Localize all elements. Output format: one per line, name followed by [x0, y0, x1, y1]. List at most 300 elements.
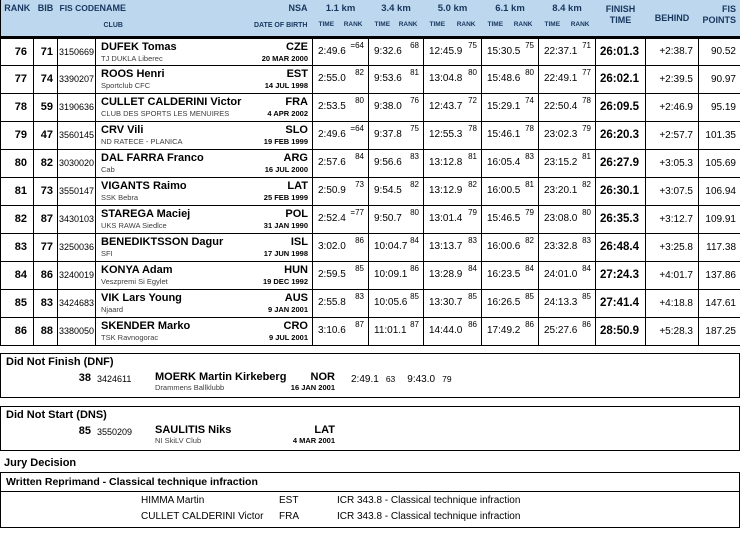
- fis-points: 90.52: [699, 37, 740, 65]
- athlete-name: VIK Lars Young: [101, 291, 182, 304]
- athlete-dob: 9 JUL 2001: [268, 332, 308, 342]
- header-dob-label: DATE OF BIRTH: [253, 22, 308, 29]
- split-rank: 74: [525, 95, 534, 105]
- athlete-name: CULLET CALDERINI Victor: [101, 95, 242, 108]
- dnf-section: [0, 353, 740, 398]
- split-5-cell: [539, 149, 596, 177]
- athlete-club: UKS RAWA Siedlce: [101, 220, 167, 230]
- dns-athlete-club: NI SkiLV Club: [155, 435, 202, 445]
- split-rank: 83: [410, 151, 419, 161]
- bib-value: 87: [34, 205, 58, 233]
- split-3-cell: [424, 233, 482, 261]
- split-4-cell: [482, 205, 539, 233]
- jury-row: [1, 508, 739, 524]
- split-time: 15:46.1: [487, 128, 521, 140]
- split-time: 12:43.7: [429, 100, 463, 112]
- split-2-cell: [369, 37, 424, 65]
- rank-value: 78: [1, 93, 34, 121]
- split-2-cell: [369, 177, 424, 205]
- split-time: 13:12.8: [429, 156, 463, 168]
- split-3-cell: [424, 317, 482, 345]
- bib-value: 83: [34, 289, 58, 317]
- bib-value: 73: [34, 177, 58, 205]
- split-time: 2:55.0: [318, 72, 346, 84]
- split-rank: 86: [525, 319, 534, 329]
- fis-code-value: 3560145: [58, 121, 96, 149]
- dnf-athlete-nsa: NOR: [310, 370, 335, 383]
- athlete-nsa: AUS: [284, 291, 308, 304]
- fis-code-value: 3430103: [58, 205, 96, 233]
- split-rank: 83: [355, 291, 364, 301]
- dns-title: Did Not Start (DNS): [6, 408, 107, 421]
- split-5-cell: [539, 37, 596, 65]
- athlete-name: STAREGA Maciej: [101, 207, 191, 220]
- dns-bib: 85: [78, 424, 91, 437]
- split-5-cell: [539, 261, 596, 289]
- split-rank: 85: [355, 263, 364, 273]
- fis-code-value: 3240019: [58, 261, 96, 289]
- fis-code-value: 3150669: [58, 37, 96, 65]
- fis-points: 109.91: [699, 205, 740, 233]
- split-2-cell: [369, 149, 424, 177]
- split-time: 9:54.5: [374, 184, 402, 196]
- finish-time: 26:35.3: [596, 205, 646, 233]
- athlete-name: ROOS Henri: [101, 67, 165, 80]
- dnf-athlete-dob: 16 JAN 2001: [290, 382, 335, 392]
- split-time: 25:27.6: [544, 324, 578, 336]
- athlete-cell: [96, 205, 313, 233]
- split-3-cell: [424, 177, 482, 205]
- split-4-cell: [482, 233, 539, 261]
- athlete-cell: [96, 289, 313, 317]
- split-rank: 80: [525, 67, 534, 77]
- split-1-cell: [313, 65, 369, 93]
- rank-value: 76: [1, 37, 34, 65]
- header-name: [96, 0, 313, 37]
- split-3-cell: [424, 261, 482, 289]
- athlete-cell: [96, 37, 313, 65]
- split-time: 23:15.2: [544, 156, 578, 168]
- athlete-club: SFI: [101, 248, 113, 258]
- split-time: 23:08.0: [544, 212, 578, 224]
- split-2-cell: [369, 289, 424, 317]
- fis-points: 137.86: [699, 261, 740, 289]
- athlete-name: DAL FARRA Franco: [101, 151, 204, 164]
- split-rank: 80: [582, 207, 591, 217]
- jury-row: [1, 492, 739, 508]
- split-time: 2:49.6: [318, 45, 346, 57]
- split-3-cell: [424, 149, 482, 177]
- bib-value: 74: [34, 65, 58, 93]
- behind-time: +2:38.7: [646, 37, 699, 65]
- split-time: 23:32.8: [544, 240, 578, 252]
- split-5-cell: [539, 93, 596, 121]
- split-2-cell: [369, 261, 424, 289]
- split-time: 13:30.7: [429, 296, 463, 308]
- behind-time: +2:46.9: [646, 93, 699, 121]
- behind-time: +5:28.3: [646, 317, 699, 345]
- athlete-nsa: CZE: [286, 40, 308, 53]
- header-split-4: 6.1 km TIME RANK: [482, 0, 539, 37]
- split-time: 3:02.0: [318, 240, 346, 252]
- split-time: 24:01.0: [544, 268, 578, 280]
- jury-athlete-nsa: FRA: [279, 510, 299, 522]
- fis-code-value: 3550147: [58, 177, 96, 205]
- split-rank: 75: [525, 40, 534, 50]
- split-rank: 81: [582, 151, 591, 161]
- split-rank: 83: [582, 235, 591, 245]
- behind-time: +4:01.7: [646, 261, 699, 289]
- finish-time: 26:30.1: [596, 177, 646, 205]
- athlete-name: VIGANTS Raimo: [101, 179, 187, 192]
- athlete-dob: 4 APR 2002: [267, 108, 308, 118]
- result-row: [1, 205, 740, 233]
- dnf-bib: 38: [78, 371, 91, 384]
- split-5-cell: [539, 177, 596, 205]
- athlete-dob: 19 DEC 1992: [262, 276, 308, 286]
- rank-value: 85: [1, 289, 34, 317]
- athlete-club: SSK Bebra: [101, 192, 139, 202]
- split-time: 9:43.0: [407, 373, 436, 385]
- rank-value: 86: [1, 317, 34, 345]
- athlete-nsa: HUN: [284, 263, 308, 276]
- split-4-cell: [482, 93, 539, 121]
- split-rank: 84: [525, 263, 534, 273]
- athlete-club: Veszpremi Si Egylet: [101, 276, 168, 286]
- athlete-cell: [96, 149, 313, 177]
- split-rank: 79: [582, 123, 591, 133]
- split-2-cell: [369, 121, 424, 149]
- split-time: 16:00.6: [487, 240, 521, 252]
- split-4-cell: [482, 121, 539, 149]
- split-5-cell: [539, 317, 596, 345]
- header-rank: RANK: [1, 0, 34, 37]
- athlete-dob: 9 JAN 2001: [267, 304, 308, 314]
- split-time: 16:05.4: [487, 156, 521, 168]
- behind-time: +3:05.3: [646, 149, 699, 177]
- split-rank: 86: [410, 263, 419, 273]
- jury-athlete-nsa: EST: [279, 494, 299, 506]
- split-1-cell: [313, 233, 369, 261]
- split-time: 12:45.9: [429, 45, 463, 57]
- split-rank: 85: [582, 291, 591, 301]
- split-1-cell: [313, 149, 369, 177]
- split-time: 13:01.4: [429, 212, 463, 224]
- results-body: [1, 37, 740, 345]
- split-4-cell: [482, 149, 539, 177]
- split-time: 2:52.4: [318, 212, 346, 224]
- split-rank: 79: [468, 207, 477, 217]
- result-row: [1, 317, 740, 345]
- split-1-cell: [313, 177, 369, 205]
- fis-code-value: 3424683: [58, 289, 96, 317]
- split-1-cell: [313, 37, 369, 65]
- rank-value: 80: [1, 149, 34, 177]
- split-rank: 84: [355, 151, 364, 161]
- split-rank: 87: [355, 319, 364, 329]
- finish-time: 26:27.9: [596, 149, 646, 177]
- dnf-row: [1, 368, 739, 397]
- split-rank: 86: [355, 235, 364, 245]
- split-4-cell: [482, 65, 539, 93]
- split-time: 17:49.2: [487, 324, 521, 336]
- split-rank: 77: [582, 67, 591, 77]
- finish-time: 26:02.1: [596, 65, 646, 93]
- fis-code-value: 3030020: [58, 149, 96, 177]
- dns-athlete-name: SAULITIS Niks: [155, 423, 232, 436]
- split-rank: 84: [582, 263, 591, 273]
- header-split-1: 1.1 km TIME RANK: [313, 0, 369, 37]
- bib-value: 82: [34, 149, 58, 177]
- header-finish: FINISH TIME: [596, 0, 646, 37]
- jury-reason: ICR 343.8 - Classical technique infraction: [337, 494, 521, 506]
- split-5-cell: [539, 289, 596, 317]
- athlete-cell: [96, 121, 313, 149]
- athlete-club: Cab: [101, 164, 115, 174]
- finish-time: 28:50.9: [596, 317, 646, 345]
- split-rank: 83: [468, 235, 477, 245]
- athlete-dob: 16 JUL 2000: [264, 164, 308, 174]
- split-rank: =64: [350, 123, 364, 133]
- athlete-club: Sportclub CFC: [101, 80, 151, 90]
- dns-athlete-dob: 4 MAR 2001: [292, 435, 335, 445]
- athlete-dob: 31 JAN 1990: [263, 220, 308, 230]
- athlete-nsa: FRA: [285, 95, 308, 108]
- athlete-dob: 25 FEB 1999: [263, 192, 308, 202]
- split-time: 15:46.5: [487, 212, 521, 224]
- result-row: [1, 289, 740, 317]
- header-nsa-label: NSA: [288, 3, 308, 13]
- behind-time: +3:07.5: [646, 177, 699, 205]
- split-rank: 85: [468, 291, 477, 301]
- athlete-nsa: EST: [286, 67, 308, 80]
- split-time: 13:04.8: [429, 72, 463, 84]
- split-rank: 80: [410, 207, 419, 217]
- bib-value: 59: [34, 93, 58, 121]
- split-time: 2:50.9: [318, 184, 346, 196]
- dnf-athlete-name: MOERK Martin Kirkeberg: [155, 370, 287, 383]
- finish-time: 26:01.3: [596, 37, 646, 65]
- result-row: [1, 149, 740, 177]
- split-rank: 79: [525, 207, 534, 217]
- fis-points: 106.94: [699, 177, 740, 205]
- split-rank: 84: [410, 235, 419, 245]
- split-rank: 82: [410, 179, 419, 189]
- fis-points: 117.38: [699, 233, 740, 261]
- athlete-name: DUFEK Tomas: [101, 40, 177, 53]
- split-time: 22:37.1: [544, 45, 578, 57]
- finish-time: 27:41.4: [596, 289, 646, 317]
- jury-athlete-name: HIMMA Martin: [141, 494, 205, 506]
- athlete-name: KONYA Adam: [101, 263, 173, 276]
- split-5-cell: [539, 121, 596, 149]
- header-split-5: 8.4 km TIME RANK: [539, 0, 596, 37]
- finish-time: 27:24.3: [596, 261, 646, 289]
- athlete-club: TJ DUKLA Liberec: [101, 53, 163, 63]
- table-header: [1, 0, 740, 37]
- split-time: 15:30.5: [487, 45, 521, 57]
- finish-time: 26:09.5: [596, 93, 646, 121]
- split-time: 14:44.0: [429, 324, 463, 336]
- split-time: 12:55.3: [429, 128, 463, 140]
- split-1-cell: [313, 93, 369, 121]
- fis-code-value: 3250036: [58, 233, 96, 261]
- header-club-label: CLUB: [103, 22, 123, 29]
- split-time: 9:56.6: [374, 156, 402, 168]
- split-2-cell: [369, 65, 424, 93]
- dnf-fis-code: 3424611: [97, 373, 132, 384]
- split-rank: 75: [410, 123, 419, 133]
- behind-time: +3:12.7: [646, 205, 699, 233]
- fis-points: 105.69: [699, 149, 740, 177]
- jury-section: [0, 472, 740, 528]
- bib-value: 86: [34, 261, 58, 289]
- split-time: 2:59.5: [318, 268, 346, 280]
- split-rank: 78: [525, 123, 534, 133]
- jury-rows: [1, 492, 739, 524]
- result-row: [1, 261, 740, 289]
- athlete-name: BENEDIKTSSON Dagur: [101, 235, 224, 248]
- athlete-nsa: ARG: [283, 151, 308, 164]
- result-row: [1, 121, 740, 149]
- split-rank: 79: [442, 373, 452, 384]
- athlete-dob: 14 JUL 1998: [264, 80, 308, 90]
- split-4-cell: [482, 177, 539, 205]
- split-4-cell: [482, 37, 539, 65]
- bib-value: 77: [34, 233, 58, 261]
- split-3-cell: [424, 289, 482, 317]
- bib-value: 88: [34, 317, 58, 345]
- result-row: [1, 233, 740, 261]
- split-rank: 86: [468, 319, 477, 329]
- split-rank: 81: [410, 67, 419, 77]
- rank-value: 82: [1, 205, 34, 233]
- split-1-cell: [313, 121, 369, 149]
- split-rank: 76: [410, 95, 419, 105]
- fis-points: 90.97: [699, 65, 740, 93]
- split-time: 13:28.9: [429, 268, 463, 280]
- split-rank: 81: [525, 179, 534, 189]
- split-time: 2:57.6: [318, 156, 346, 168]
- athlete-nsa: SLO: [285, 123, 308, 136]
- bib-value: 71: [34, 37, 58, 65]
- split-rank: 82: [582, 179, 591, 189]
- split-rank: 81: [468, 151, 477, 161]
- split-rank: 78: [582, 95, 591, 105]
- split-time: 9:37.8: [374, 128, 402, 140]
- split-rank: 85: [525, 291, 534, 301]
- jury-athlete-name: CULLET CALDERINI Victor: [141, 510, 264, 522]
- dns-fis-code: 3550209: [97, 426, 133, 437]
- header-fis-code: FIS CODE: [58, 0, 96, 37]
- fis-points: 95.19: [699, 93, 740, 121]
- result-row: [1, 65, 740, 93]
- split-time: 15:48.6: [487, 72, 521, 84]
- athlete-cell: [96, 233, 313, 261]
- rank-value: 81: [1, 177, 34, 205]
- finish-time: 26:20.3: [596, 121, 646, 149]
- athlete-nsa: CRO: [283, 319, 308, 332]
- split-1-cell: [313, 205, 369, 233]
- dns-athlete-nsa: LAT: [314, 423, 335, 436]
- split-time: 22:49.1: [544, 72, 578, 84]
- athlete-club: CLUB DES SPORTS LES MENUIRES: [101, 108, 230, 118]
- athlete-nsa: POL: [285, 207, 308, 220]
- result-row: [1, 37, 740, 65]
- split-3-cell: [424, 65, 482, 93]
- athlete-club: Njaard: [101, 304, 124, 314]
- split-rank: 73: [355, 179, 364, 189]
- split-time: 11:01.1: [374, 324, 407, 336]
- split-time: 9:50.7: [374, 212, 402, 224]
- split-time: 10:05.6: [374, 296, 408, 308]
- split-time: 16:23.5: [487, 268, 521, 280]
- split-5-cell: [539, 205, 596, 233]
- split-rank: =77: [350, 207, 364, 217]
- behind-time: +2:57.7: [646, 121, 699, 149]
- athlete-cell: [96, 65, 313, 93]
- split-time: 9:53.6: [374, 72, 402, 84]
- athlete-cell: [96, 261, 313, 289]
- dns-section: [0, 406, 740, 451]
- split-5-cell: [539, 233, 596, 261]
- split-1-cell: [313, 261, 369, 289]
- fis-points: 101.35: [699, 121, 740, 149]
- athlete-cell: [96, 177, 313, 205]
- bib-value: 47: [34, 121, 58, 149]
- split-time: 23:02.3: [544, 128, 578, 140]
- fis-code-value: 3190636: [58, 93, 96, 121]
- split-3-cell: [424, 37, 482, 65]
- split-1-cell: [313, 317, 369, 345]
- split-2-cell: [369, 93, 424, 121]
- split-time: 3:10.6: [318, 324, 346, 336]
- split-rank: 78: [468, 123, 477, 133]
- split-time: 16:26.5: [487, 296, 521, 308]
- split-2-cell: [369, 317, 424, 345]
- behind-time: +3:25.8: [646, 233, 699, 261]
- split-rank: 68: [410, 40, 419, 50]
- header-split-3: 5.0 km TIME RANK: [424, 0, 482, 37]
- behind-time: +2:39.5: [646, 65, 699, 93]
- dnf-title: Did Not Finish (DNF): [6, 355, 114, 368]
- header-behind: BEHIND: [646, 0, 699, 37]
- jury-title: Written Reprimand - Classical technique infraction: [1, 473, 739, 492]
- athlete-cell: [96, 93, 313, 121]
- split-rank: 86: [582, 319, 591, 329]
- split-time: 16:00.5: [487, 184, 521, 196]
- fis-points: 187.25: [699, 317, 740, 345]
- split-rank: 87: [410, 319, 419, 329]
- split-3-cell: [424, 205, 482, 233]
- split-time: 2:55.8: [318, 296, 346, 308]
- split-time: 2:53.5: [318, 100, 346, 112]
- dnf-athlete-club: Drammens Ballklubb: [155, 382, 225, 392]
- jury-decision-label: Jury Decision: [4, 456, 77, 469]
- athlete-dob: 19 FEB 1999: [263, 136, 308, 146]
- athlete-nsa: ISL: [290, 235, 308, 248]
- rank-value: 79: [1, 121, 34, 149]
- split-rank: 82: [468, 179, 477, 189]
- athlete-dob: 17 JUN 1998: [263, 248, 308, 258]
- split-rank: 63: [385, 373, 396, 384]
- split-rank: 84: [468, 263, 477, 273]
- split-time: 15:29.1: [487, 100, 521, 112]
- rank-value: 84: [1, 261, 34, 289]
- split-rank: 72: [468, 95, 477, 105]
- split-4-cell: [482, 289, 539, 317]
- dns-row: [1, 421, 739, 450]
